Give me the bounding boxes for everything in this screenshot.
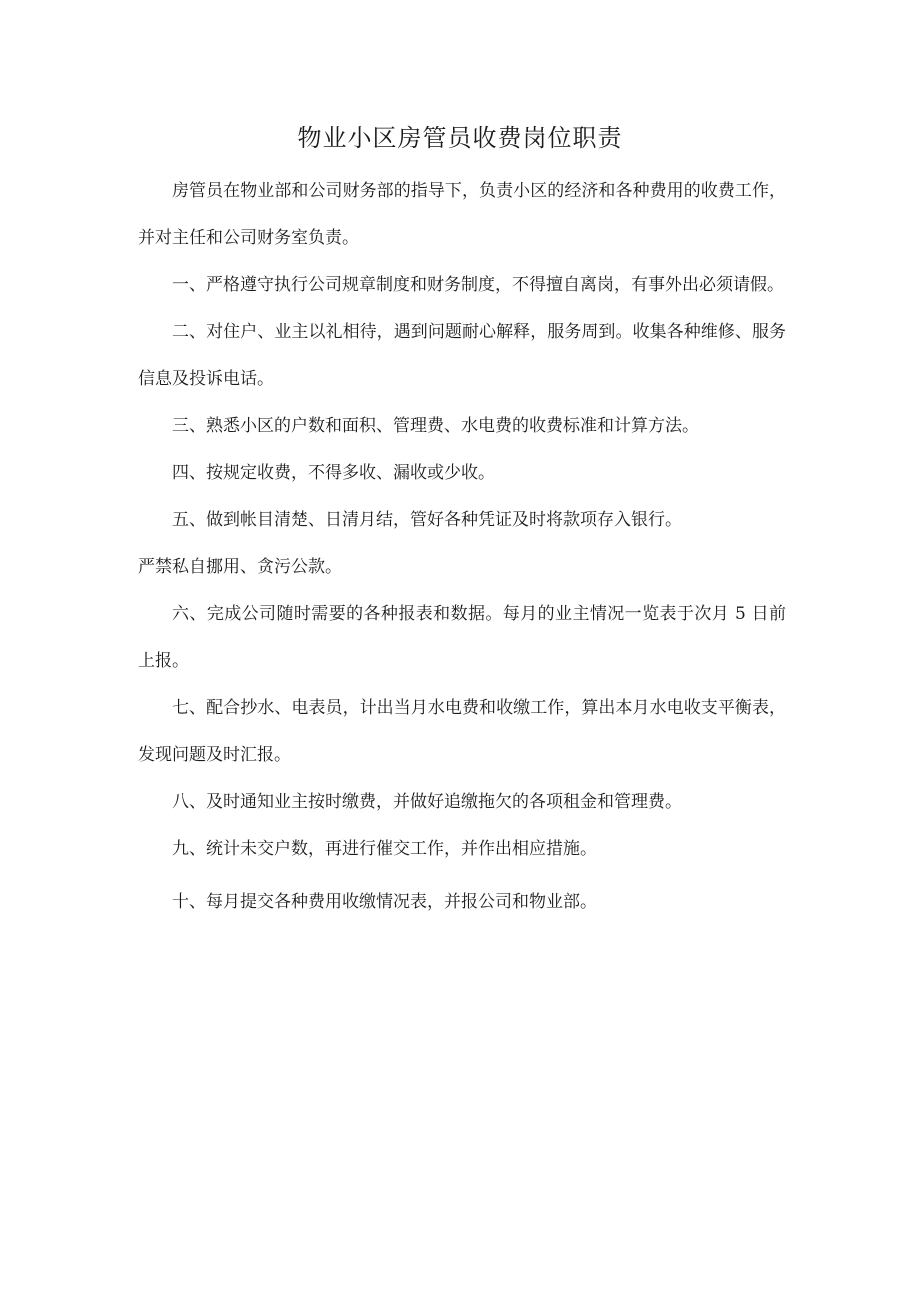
paragraph-item-1: 一、严格遵守执行公司规章制度和财务制度，不得擅自离岗，有事外出必须请假。 <box>172 275 784 295</box>
document-body <box>138 168 786 926</box>
paragraph-item-8: 八、及时通知业主按时缴费，并做好追缴拖欠的各项租金和管理费。 <box>172 792 682 812</box>
paragraph-item-10: 十、每月提交各种费用收缴情况表，并报公司和物业部。 <box>172 892 597 912</box>
paragraph-item-4: 四、按规定收费，不得多收、漏收或少收。 <box>172 463 495 483</box>
paragraph-item-2: 二、对住户、业主以礼相待，遇到问题耐心解释，服务周到。收集各种维修、服务信息及投诉电话。 <box>138 322 786 389</box>
paragraph-item-7: 七、配合抄水、电表员，计出当月水电费和收缴工作，算出本月水电收支平衡表，发现问题及时汇报。 <box>138 698 786 765</box>
document-title: 物业小区房管员收费岗位职责 <box>297 124 623 152</box>
paragraph-item-5-continued: 严禁私自挪用、贪污公款。 <box>138 557 342 577</box>
paragraph-item-9: 九、统计未交户数，再进行催交工作，并作出相应措施。 <box>172 839 597 859</box>
paragraph-intro: 房管员在物业部和公司财务部的指导下，负责小区的经济和各种费用的收费工作，并对主任和公司财务室负责。 <box>138 181 786 248</box>
paragraph-item-5: 五、做到帐目清楚、日清月结，管好各种凭证及时将款项存入银行。 <box>172 510 682 530</box>
paragraph-item-3: 三、熟悉小区的户数和面积、管理费、水电费的收费标准和计算方法。 <box>172 416 699 436</box>
paragraph-item-6: 六、完成公司随时需要的各种报表和数据。每月的业主情况一览表于次月 5 日前上报。 <box>138 604 786 671</box>
